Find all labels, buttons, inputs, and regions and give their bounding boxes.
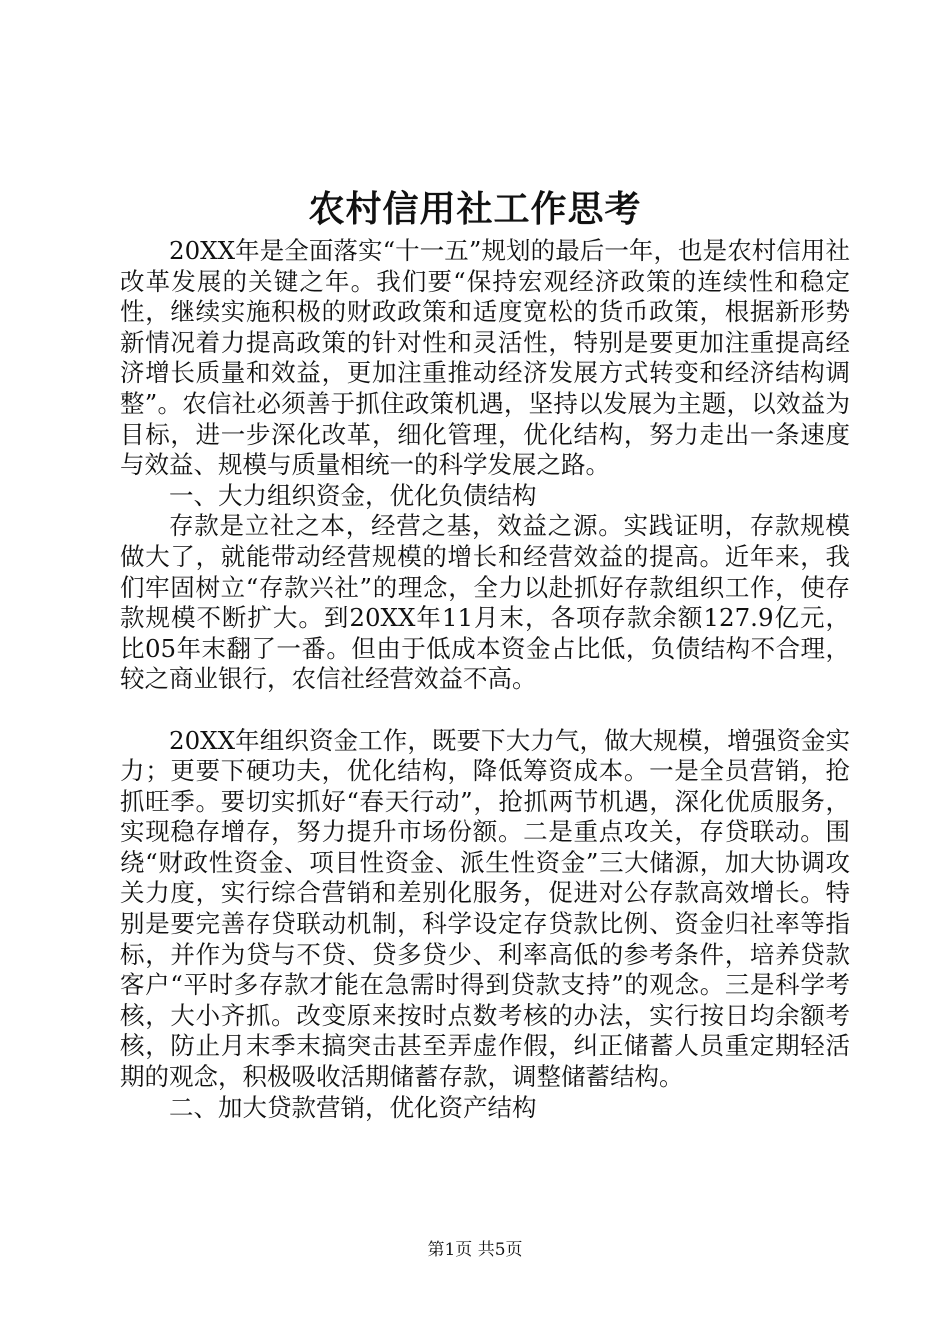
section-heading-2: 二、加大贷款营销，优化资产结构 (169, 1092, 537, 1122)
document-title: 农村信用社工作思考 (308, 188, 642, 230)
intro-paragraph: 20XX年是全面落实“十一五”规划的最后一年，也是农村信用社改革发展的关键之年。我们要“保持宏观经济政策的连续性和稳定性，继续实施积极的财政政策和适度宽松的货币政策，根据新形势新情况着力提高政策的针对性和灵活性，特别是要更加注重提高经济增长质量和效益，更加注重推动经济发展方式转变和经济结构调整”。农信社必须善于抓住政策机遇，坚持以发展为主题，以效益为目标，进一步深化改革，细化管理，优化结构，努力走出一条速度与效益、规模与质量相统一的科学发展之路。 (120, 236, 850, 480)
deposit-paragraph: 存款是立社之本，经营之基，效益之源。实践证明，存款规模做大了，就能带动经营规模的增长和经营效益的提高。近年来，我们牢固树立“存款兴社”的理念，全力以赴抓好存款组织工作，使存款规模不断扩大。到20XX年11月末，各项存款余额127.9亿元，比05年末翻了一番。但由于低成本资金占比低，负债结构不合理，较之商业银行，农信社经营效益不高。 (120, 511, 850, 694)
document-body (120, 236, 850, 1123)
section-heading-1: 一、大力组织资金，优化负债结构 (169, 480, 537, 510)
funding-work-paragraph: 20XX年组织资金工作，既要下大力气，做大规模，增强资金实力；更要下硬功夫，优化结构，降低筹资成本。一是全员营销，抢抓旺季。要切实抓好“春天行动”，抢抓两节机遇，深化优质服务，实现稳存增存，努力提升市场份额。二是重点攻关，存贷联动。围绕“财政性资金、项目性资金、派生性资金”三大储源，加大协调攻关力度，实行综合营销和差别化服务，促进对公存款高效增长。特别是要完善存贷联动机制，科学设定存贷款比例、资金归社率等指标，并作为贷与不贷、贷多贷少、利率高低的参考条件，培养贷款客户“平时多存款才能在急需时得到贷款支持”的观念。三是科学考核，大小齐抓。改变原来按时点数考核的办法，实行按日均余额考核，防止月末季末搞突击甚至弄虚作假，纠正储蓄人员重定期轻活期的观念，积极吸收活期储蓄存款，调整储蓄结构。 (120, 725, 850, 1092)
page-number-footer: 第1页 共5页 (427, 1240, 523, 1260)
